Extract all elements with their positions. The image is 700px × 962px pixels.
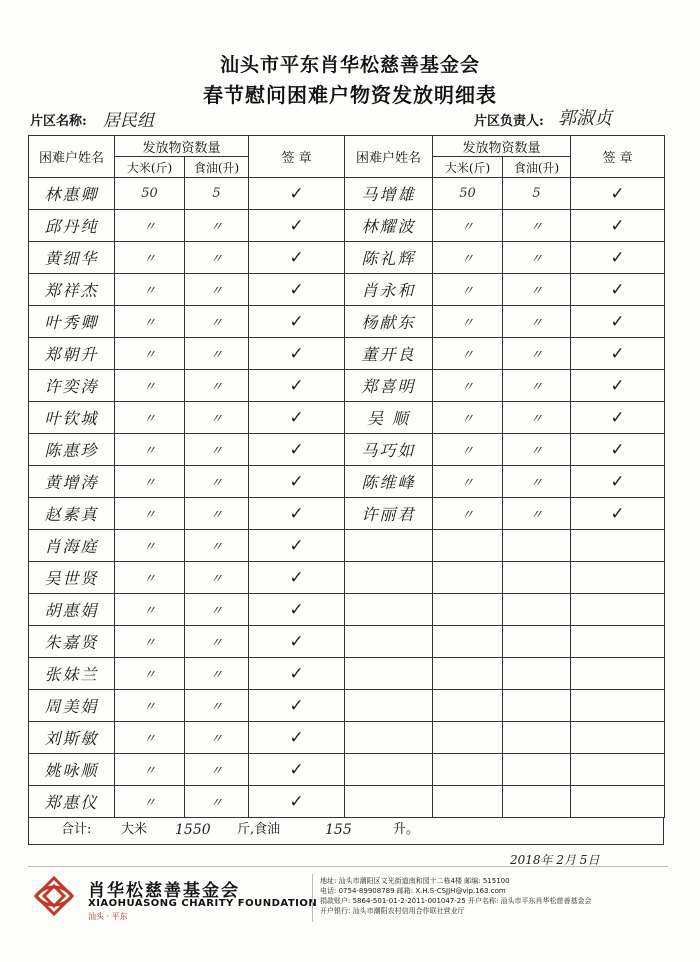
- left-cell-name: 黄增涛: [29, 466, 115, 498]
- left-cell-sign: ✓: [249, 338, 345, 370]
- left-cell-name: 叶钦城: [29, 402, 115, 434]
- right-cell-oil: [503, 562, 571, 594]
- right-cell-oil: [503, 530, 571, 562]
- left-cell-name: 郑惠仪: [29, 786, 115, 818]
- right-table-row: [345, 402, 665, 434]
- left-cell-oil: 〃: [185, 562, 249, 594]
- right-cell-sign: [571, 658, 665, 690]
- right-cell-rice: [433, 754, 503, 786]
- right-cell-name: 吴 顺: [345, 402, 433, 434]
- contact-bank: 开户银行: 汕头市潮阳农村信用合作联社营业厅: [320, 907, 465, 915]
- left-cell-sign: ✓: [249, 530, 345, 562]
- left-cell-sign: ✓: [249, 754, 345, 786]
- right-cell-name: 林耀波: [345, 210, 433, 242]
- left-table-row: [29, 498, 345, 530]
- left-header-oil: 食油(升): [185, 157, 249, 178]
- org-name-cn: 肖华松慈善基金会: [88, 881, 240, 901]
- left-cell-rice: 〃: [115, 562, 185, 594]
- left-cell-sign: ✓: [249, 786, 345, 818]
- right-cell-oil: [503, 626, 571, 658]
- right-cell-sign: [571, 722, 665, 754]
- left-cell-sign: ✓: [249, 370, 345, 402]
- title-line-2: 春节慰问困难户物资发放明细表: [203, 83, 497, 107]
- left-cell-sign: ✓: [249, 178, 345, 210]
- right-cell-rice: 50: [433, 178, 503, 210]
- right-table-row: [345, 466, 665, 498]
- title-line-1: 汕头市平东肖华松慈善基金会: [219, 54, 480, 76]
- right-cell-name: 陈维峰: [345, 466, 433, 498]
- total-rice-value: 1550: [175, 822, 211, 838]
- right-table-row: [345, 562, 665, 594]
- left-table-row: [29, 594, 345, 626]
- left-cell-rice: 〃: [115, 274, 185, 306]
- manager-value: 郭淑贞: [558, 108, 612, 129]
- footer-divider: [28, 866, 668, 867]
- right-table-row: [345, 594, 665, 626]
- left-cell-rice: 〃: [115, 690, 185, 722]
- right-cell-oil: 〃: [503, 466, 571, 498]
- left-cell-name: 林惠卿: [29, 178, 115, 210]
- right-cell-name: [345, 594, 433, 626]
- right-cell-rice: 〃: [433, 274, 503, 306]
- left-table-row: [29, 242, 345, 274]
- right-cell-sign: ✓: [571, 370, 665, 402]
- right-cell-sign: ✓: [571, 466, 665, 498]
- right-cell-oil: 〃: [503, 434, 571, 466]
- right-header-materials: 发放物资数量: [433, 136, 571, 157]
- right-cell-name: 马增雄: [345, 178, 433, 210]
- right-cell-name: [345, 530, 433, 562]
- right-cell-sign: ✓: [571, 178, 665, 210]
- left-cell-name: 张妹兰: [29, 658, 115, 690]
- left-cell-name: 吴世贤: [29, 562, 115, 594]
- left-cell-oil: 〃: [185, 434, 249, 466]
- right-cell-rice: 〃: [433, 306, 503, 338]
- right-table-row: [345, 530, 665, 562]
- right-cell-oil: 〃: [503, 498, 571, 530]
- left-cell-name: 胡惠娟: [29, 594, 115, 626]
- left-cell-name: 赵素真: [29, 498, 115, 530]
- right-cell-rice: [433, 562, 503, 594]
- right-cell-name: [345, 786, 433, 818]
- left-table-row: [29, 274, 345, 306]
- right-cell-name: [345, 562, 433, 594]
- right-table-row: [345, 306, 665, 338]
- right-cell-sign: [571, 754, 665, 786]
- left-table-row: [29, 786, 345, 818]
- left-cell-name: 黄细华: [29, 242, 115, 274]
- right-cell-sign: ✓: [571, 242, 665, 274]
- date: 2018年 2月 5日: [510, 853, 600, 867]
- right-cell-name: 董开良: [345, 338, 433, 370]
- foundation-logo-icon: [30, 872, 78, 920]
- org-location: 汕头 · 平东: [88, 912, 128, 921]
- left-header-sign: 签 章: [249, 136, 345, 178]
- right-cell-name: [345, 690, 433, 722]
- left-cell-sign: ✓: [249, 626, 345, 658]
- right-table-row: [345, 498, 665, 530]
- left-cell-oil: 〃: [185, 370, 249, 402]
- left-cell-sign: ✓: [249, 498, 345, 530]
- left-cell-name: 肖海庭: [29, 530, 115, 562]
- left-cell-rice: 〃: [115, 626, 185, 658]
- right-cell-name: 郑喜明: [345, 370, 433, 402]
- right-cell-oil: 〃: [503, 402, 571, 434]
- right-cell-oil: [503, 754, 571, 786]
- left-cell-sign: ✓: [249, 658, 345, 690]
- right-cell-name: [345, 754, 433, 786]
- left-cell-oil: 〃: [185, 306, 249, 338]
- right-cell-oil: 〃: [503, 274, 571, 306]
- left-cell-rice: 〃: [115, 242, 185, 274]
- left-cell-oil: 〃: [185, 594, 249, 626]
- left-cell-rice: 50: [115, 178, 185, 210]
- left-cell-oil: 〃: [185, 754, 249, 786]
- left-cell-name: 郑祥杰: [29, 274, 115, 306]
- left-cell-oil: 〃: [185, 658, 249, 690]
- right-cell-sign: [571, 690, 665, 722]
- left-cell-oil: 〃: [185, 530, 249, 562]
- right-cell-rice: 〃: [433, 466, 503, 498]
- total-row: [28, 817, 664, 845]
- right-table-row: [345, 626, 665, 658]
- left-table-row: [29, 370, 345, 402]
- right-cell-rice: [433, 786, 503, 818]
- right-cell-sign: [571, 786, 665, 818]
- left-cell-sign: ✓: [249, 242, 345, 274]
- right-cell-sign: [571, 530, 665, 562]
- right-cell-rice: [433, 530, 503, 562]
- right-table-row: [345, 658, 665, 690]
- right-cell-name: [345, 626, 433, 658]
- left-cell-rice: 〃: [115, 786, 185, 818]
- left-cell-rice: 〃: [115, 338, 185, 370]
- left-cell-rice: 〃: [115, 498, 185, 530]
- left-table-row: [29, 530, 345, 562]
- right-header-row-1: [345, 136, 665, 157]
- left-table-row: [29, 722, 345, 754]
- left-cell-rice: 〃: [115, 306, 185, 338]
- right-cell-oil: 〃: [503, 306, 571, 338]
- left-cell-name: 许奕涛: [29, 370, 115, 402]
- right-table-row: [345, 338, 665, 370]
- right-cell-rice: 〃: [433, 338, 503, 370]
- contact-info: [320, 876, 592, 916]
- left-table-row: [29, 338, 345, 370]
- left-cell-name: 姚咏顺: [29, 754, 115, 786]
- footer-separator: [312, 874, 313, 922]
- left-cell-sign: ✓: [249, 466, 345, 498]
- left-table-row: [29, 210, 345, 242]
- right-header-name: 困难户姓名: [345, 136, 433, 178]
- right-table-row: [345, 178, 665, 210]
- left-cell-rice: 〃: [115, 402, 185, 434]
- left-table: [28, 135, 345, 818]
- manager-label: 片区负责人:: [474, 114, 544, 129]
- left-cell-name: 叶秀卿: [29, 306, 115, 338]
- district-label: 片区名称:: [30, 114, 87, 129]
- left-cell-sign: ✓: [249, 434, 345, 466]
- left-header-row-1: [29, 136, 345, 157]
- right-cell-sign: ✓: [571, 434, 665, 466]
- left-cell-rice: 〃: [115, 466, 185, 498]
- left-cell-sign: ✓: [249, 594, 345, 626]
- right-table-row: [345, 690, 665, 722]
- right-cell-oil: [503, 786, 571, 818]
- left-header-rice: 大米(斤): [115, 157, 185, 178]
- left-table-row: [29, 466, 345, 498]
- right-cell-name: 马巧如: [345, 434, 433, 466]
- left-cell-name: 周美娟: [29, 690, 115, 722]
- left-cell-name: 朱嘉贤: [29, 626, 115, 658]
- right-cell-sign: ✓: [571, 498, 665, 530]
- right-cell-rice: 〃: [433, 242, 503, 274]
- right-table-row: [345, 722, 665, 754]
- right-cell-oil: 〃: [503, 338, 571, 370]
- contact-address: 地址: 汕头市潮阳区文光街道南和园十二栋4楼 邮编: 515100: [320, 877, 510, 885]
- left-table-row: [29, 626, 345, 658]
- left-cell-name: 郑朝升: [29, 338, 115, 370]
- right-cell-name: 肖永和: [345, 274, 433, 306]
- total-rice-unit: 斤,食油: [237, 822, 281, 837]
- right-table-row: [345, 274, 665, 306]
- left-cell-oil: 〃: [185, 242, 249, 274]
- right-cell-rice: [433, 626, 503, 658]
- left-cell-oil: 〃: [185, 210, 249, 242]
- right-table-row: [345, 210, 665, 242]
- contact-account: 捐款账户: 5864-501-01-2-2011-001047-25 开户名称: 汕头市平东肖华松慈善基金会: [320, 897, 592, 905]
- right-cell-rice: [433, 722, 503, 754]
- right-cell-name: [345, 658, 433, 690]
- left-cell-oil: 〃: [185, 786, 249, 818]
- right-cell-rice: [433, 690, 503, 722]
- left-cell-oil: 〃: [185, 722, 249, 754]
- right-table-row: [345, 786, 665, 818]
- left-table-row: [29, 658, 345, 690]
- right-cell-oil: [503, 658, 571, 690]
- right-cell-rice: 〃: [433, 402, 503, 434]
- left-cell-oil: 〃: [185, 338, 249, 370]
- right-cell-sign: [571, 594, 665, 626]
- right-table-row: [345, 434, 665, 466]
- right-cell-sign: ✓: [571, 402, 665, 434]
- left-cell-oil: 〃: [185, 402, 249, 434]
- right-cell-oil: 〃: [503, 210, 571, 242]
- right-table-row: [345, 754, 665, 786]
- left-header-materials: 发放物资数量: [115, 136, 249, 157]
- total-oil-value: 155: [325, 822, 352, 838]
- right-cell-name: [345, 722, 433, 754]
- right-table: [344, 135, 665, 818]
- left-cell-rice: 〃: [115, 210, 185, 242]
- left-cell-rice: 〃: [115, 530, 185, 562]
- left-cell-sign: ✓: [249, 690, 345, 722]
- district-value: 居民组: [103, 111, 154, 131]
- left-cell-oil: 〃: [185, 690, 249, 722]
- left-cell-sign: ✓: [249, 306, 345, 338]
- left-cell-name: 刘斯敏: [29, 722, 115, 754]
- right-cell-name: 许丽君: [345, 498, 433, 530]
- right-cell-rice: 〃: [433, 498, 503, 530]
- right-cell-oil: 〃: [503, 370, 571, 402]
- right-cell-name: 陈礼辉: [345, 242, 433, 274]
- left-table-row: [29, 306, 345, 338]
- right-header-sign: 签 章: [571, 136, 665, 178]
- left-cell-rice: 〃: [115, 722, 185, 754]
- right-table-row: [345, 370, 665, 402]
- total-rice-label: 大米: [121, 822, 148, 837]
- left-cell-oil: 〃: [185, 274, 249, 306]
- right-cell-rice: [433, 594, 503, 626]
- right-header-rice: 大米(斤): [433, 157, 503, 178]
- left-cell-oil: 〃: [185, 498, 249, 530]
- left-cell-sign: ✓: [249, 274, 345, 306]
- right-cell-sign: ✓: [571, 210, 665, 242]
- right-cell-name: 杨献东: [345, 306, 433, 338]
- left-cell-rice: 〃: [115, 434, 185, 466]
- right-cell-sign: [571, 562, 665, 594]
- right-cell-rice: 〃: [433, 370, 503, 402]
- right-header-oil: 食油(升): [503, 157, 571, 178]
- left-table-row: [29, 402, 345, 434]
- left-cell-sign: ✓: [249, 402, 345, 434]
- left-cell-oil: 5: [185, 178, 249, 210]
- left-cell-rice: 〃: [115, 594, 185, 626]
- contact-phone: 电话: 0754-89908789 邮箱: X.H.S-CSJJH@vip.163.com: [320, 887, 506, 895]
- total-oil-unit: 升。: [393, 822, 420, 837]
- left-table-row: [29, 562, 345, 594]
- left-header-name: 困难户姓名: [29, 136, 115, 178]
- left-cell-oil: 〃: [185, 626, 249, 658]
- right-cell-rice: [433, 658, 503, 690]
- right-cell-oil: [503, 690, 571, 722]
- left-cell-name: 邱丹纯: [29, 210, 115, 242]
- right-cell-rice: 〃: [433, 210, 503, 242]
- left-cell-rice: 〃: [115, 658, 185, 690]
- right-cell-sign: ✓: [571, 274, 665, 306]
- left-table-row: [29, 434, 345, 466]
- left-cell-sign: ✓: [249, 210, 345, 242]
- left-cell-sign: ✓: [249, 722, 345, 754]
- right-cell-sign: ✓: [571, 306, 665, 338]
- org-name-en: XIAOHUASONG CHARITY FOUNDATION: [88, 898, 318, 909]
- total-label: 合计:: [61, 822, 92, 837]
- left-cell-sign: ✓: [249, 562, 345, 594]
- right-cell-oil: 〃: [503, 242, 571, 274]
- right-cell-oil: 5: [503, 178, 571, 210]
- right-cell-sign: ✓: [571, 338, 665, 370]
- right-cell-sign: [571, 626, 665, 658]
- left-cell-rice: 〃: [115, 370, 185, 402]
- right-cell-rice: 〃: [433, 434, 503, 466]
- left-table-row: [29, 690, 345, 722]
- left-cell-rice: 〃: [115, 754, 185, 786]
- right-cell-oil: [503, 722, 571, 754]
- left-table-row: [29, 754, 345, 786]
- left-table-row: [29, 178, 345, 210]
- right-cell-oil: [503, 594, 571, 626]
- left-cell-name: 陈惠珍: [29, 434, 115, 466]
- right-table-row: [345, 242, 665, 274]
- left-cell-oil: 〃: [185, 466, 249, 498]
